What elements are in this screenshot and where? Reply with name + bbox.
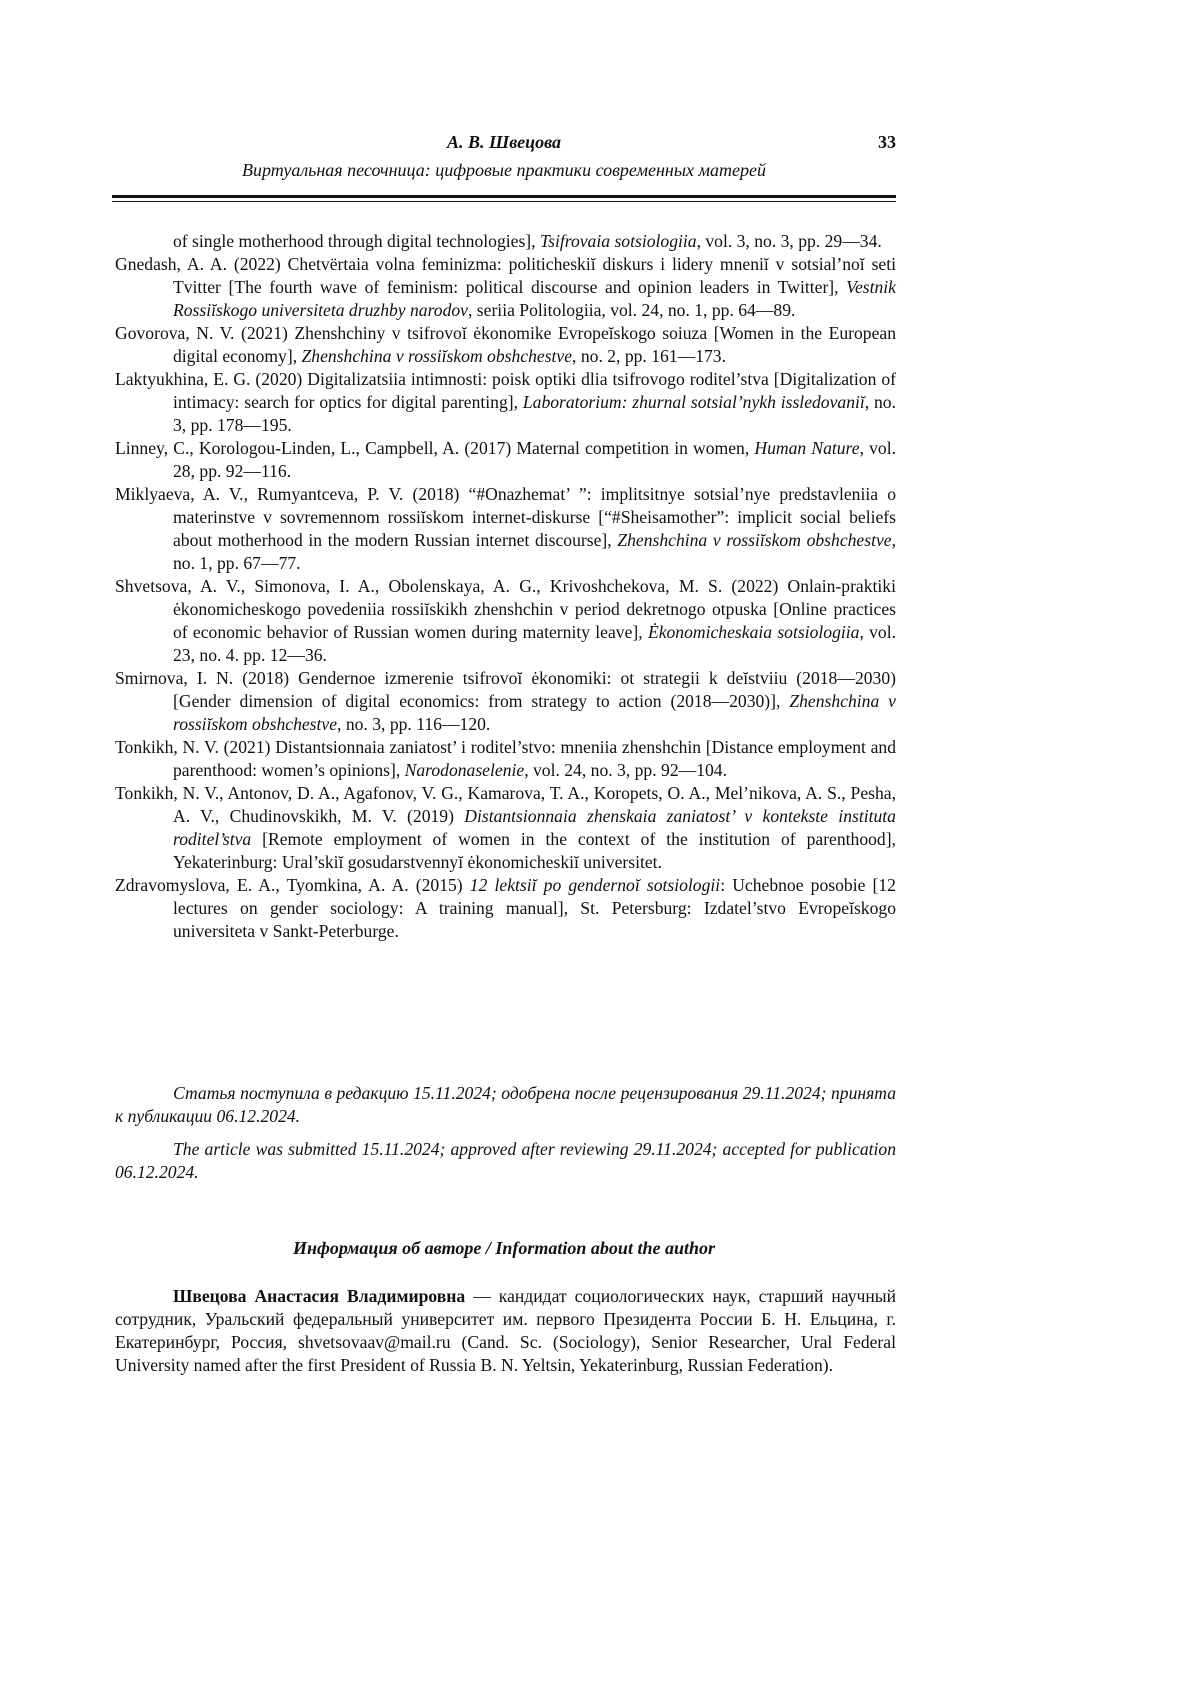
- header-rule-thick: [112, 195, 896, 198]
- reference-item: [115, 736, 896, 782]
- reference-item: [115, 483, 896, 575]
- reference-source-title: Narodonaselenie: [404, 760, 525, 780]
- reference-text: Tonkikh, N. V. (2021) Distantsionnaia zaniatost’ i roditel’stvo: mneniia zhenshchin [Distance employment and parenthood: women’s opinions],: [115, 737, 896, 780]
- page-number: 33: [878, 132, 896, 152]
- reference-source-title: Distantsionnaia zhenskaia zaniatost’ v kontekste instituta roditel’stva: [173, 806, 896, 849]
- reference-item: [115, 874, 896, 943]
- reference-source-title: Vestnik Rossiĭskogo universiteta druzhby narodov: [173, 277, 896, 320]
- reference-text: Miklyaeva, A. V., Rumyantceva, P. V. (2018) “#Onazhemat’ ”: implitsitnye sotsial’nye predstavleniia o materinstve v sovremennom rossiĭskom internet-diskurse [“#Sheisamother”: implicit social beliefs about motherhood in the modern Russian internet discourse],: [115, 484, 896, 550]
- dates-russian: Статья поступила в редакцию 15.11.2024; одобрена после рецензирования 29.11.2024; принята к публикации 06.12.2024.: [115, 1083, 896, 1126]
- running-head: [112, 128, 896, 184]
- reference-item: [115, 437, 896, 483]
- reference-item: [115, 230, 896, 253]
- reference-text: , vol. 23, no. 4. pp. 12—36.: [173, 622, 896, 665]
- header-rule-thin: [112, 201, 896, 202]
- reference-text: Smirnova, I. N. (2018) Gendernoe izmerenie tsifrovoĭ ėkonomiki: ot strategii k deĭstviiu (2018—2030) [Gender dimension of digital economics: from strategy to action (2018—2030)],: [115, 668, 896, 711]
- reference-text: , seriia Politologiia, vol. 24, no. 1, pp. 64—89.: [468, 300, 796, 320]
- reference-text: , vol. 24, no. 3, pp. 92—104.: [524, 760, 728, 780]
- reference-text: , no. 2, pp. 161—173.: [572, 346, 726, 366]
- reference-source-title: 12 lektsiĭ po gendernoĭ sotsiologii: [469, 875, 721, 895]
- reference-item: [115, 667, 896, 736]
- reference-text: , no. 3, pp. 116—120.: [337, 714, 491, 734]
- reference-text: of single motherhood through digital technologies],: [173, 231, 540, 251]
- dates-english: The article was submitted 15.11.2024; approved after reviewing 29.11.2024; accepted for publication 06.12.2024.: [115, 1139, 896, 1182]
- reference-text: , no. 1, pp. 67—77.: [173, 530, 896, 573]
- reference-text: [Remote employment of women in the context of the institution of parenthood], Yekaterinburg: Ural’skiĭ gosudarstvennyĭ ėkonomicheskiĭ universitet.: [173, 829, 896, 872]
- reference-item: [115, 253, 896, 322]
- reference-source-title: Zhenshchina v rossiĭskom obshchestve: [173, 691, 896, 734]
- reference-item: [115, 782, 896, 874]
- author-info-paragraph: [115, 1285, 896, 1377]
- reference-text: Zdravomyslova, E. A., Tyomkina, A. A. (2015): [115, 875, 470, 895]
- author-description: — кандидат социологических наук, старший научный сотрудник, Уральский федеральный университет им. первого Президента России Б. Н. Ельцина, г. Екатеринбург, Россия, shvetsovaav@mail.ru (Cand. Sc. (Sociology), Senior Researcher, Ural Federal University named after the first President of Russia B. N. Yeltsin, Yekaterinburg, Russian Federation).: [115, 1286, 896, 1375]
- author-info-heading: Информация об авторе / Information about the author: [293, 1238, 715, 1258]
- reference-source-title: Laboratorium: zhurnal sotsial’nykh issledovaniĭ: [522, 392, 865, 412]
- reference-text: Laktyukhina, E. G. (2020) Digitalizatsiia intimnosti: poisk optiki dlia tsifrovogo roditel’stva [Digitalization of intimacy: search for optics for digital parenting],: [115, 369, 896, 412]
- reference-text: Shvetsova, A. V., Simonova, I. A., Obolenskaya, A. G., Krivoshchekova, M. S. (2022) Onlain-praktiki ėkonomicheskogo povedeniia rossiĭskikh zhenshchin v period dekretnogo otpuska [Online practices of economic behavior of Russian women during maternity leave],: [115, 576, 896, 642]
- running-head-author: А. В. Швецова: [446, 132, 562, 152]
- reference-text: Gnedash, A. A. (2022) Chetvërtaia volna feminizma: politicheskiĭ diskurs i lidery mneniĭ v sotsial’noĭ seti Tvitter [The fourth wave of feminism: political discourse and opinion leaders in Twitter],: [115, 254, 896, 297]
- reference-text: : Uchebnoe posobie [12 lectures on gender sociology: A training manual], St. Petersburg: Izdatel’stvo Evropeĭskogo universiteta v Sankt-Peterburge.: [173, 875, 896, 941]
- reference-item: [115, 575, 896, 667]
- reference-item: [115, 368, 896, 437]
- running-head-title: Виртуальная песочница: цифровые практики современных матерей: [242, 160, 766, 180]
- reference-item: [115, 322, 896, 368]
- reference-source-title: Zhenshchina v rossiĭskom obshchestve: [301, 346, 573, 366]
- author-name: Швецова Анастасия Владимировна: [173, 1286, 466, 1306]
- reference-source-title: Tsifrovaia sotsiologiia: [539, 231, 697, 251]
- reference-source-title: Human Nature: [754, 438, 860, 458]
- reference-text: Tonkikh, N. V., Antonov, D. A., Agafonov, V. G., Kamarova, T. A., Koropets, O. A., Mel’nikova, A. S., Pesha, A. V., Chudinovskikh, M. V. (2019): [115, 783, 896, 826]
- reference-source-title: Ėkonomicheskaia sotsiologiia: [647, 622, 860, 642]
- article-dates: [115, 1082, 896, 1184]
- reference-list: [115, 230, 896, 943]
- reference-text: , vol. 28, pp. 92—116.: [173, 438, 896, 481]
- reference-text: , vol. 3, no. 3, pp. 29—34.: [696, 231, 882, 251]
- reference-text: , no. 3, pp. 178—195.: [173, 392, 896, 435]
- reference-text: Govorova, N. V. (2021) Zhenshchiny v tsifrovoĭ ėkonomike Evropeĭskogo soiuza [Women in the European digital economy],: [115, 323, 896, 366]
- reference-text: Linney, C., Korologou-Linden, L., Campbell, A. (2017) Maternal competition in women,: [115, 438, 755, 458]
- reference-source-title: Zhenshchina v rossiĭskom obshchestve: [617, 530, 892, 550]
